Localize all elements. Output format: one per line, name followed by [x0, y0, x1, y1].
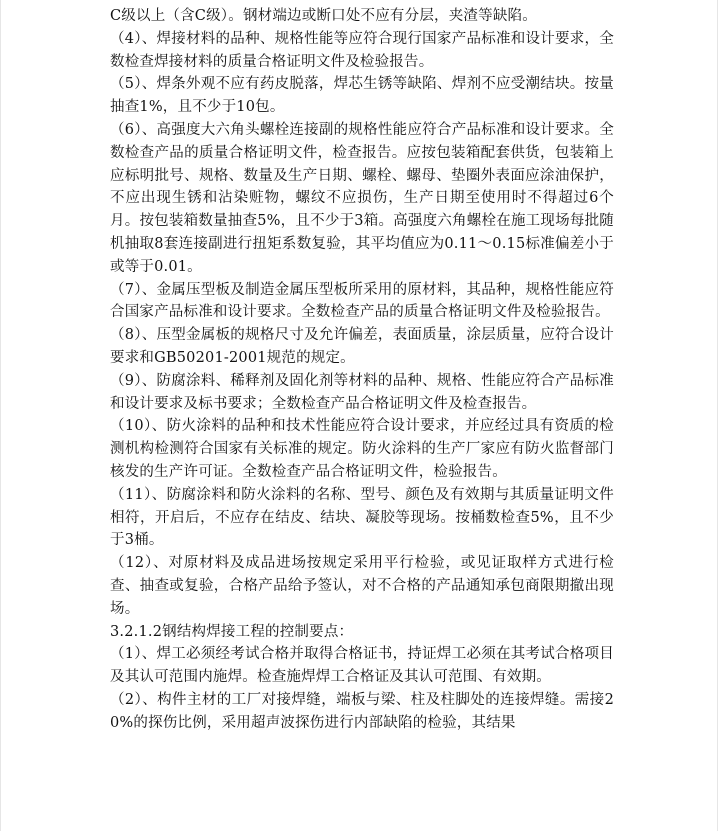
paragraph-item-9: （9）、防腐涂料、稀释剂及固化剂等材料的品种、规格、性能应符合产品标准和设计要求及标书要求；全数检查产品合格证明文件及检查报告。 — [110, 372, 614, 412]
paragraph-item-8: （8）、压型金属板的规格尺寸及允许偏差，表面质量，涂层质量，应符合设计要求和GB50201-2001规范的规定。 — [110, 327, 614, 366]
paragraph-welding-2: （2）、构件主材的工厂对接焊缝，端板与梁、柱及柱脚处的连接焊缝。需接20%的探伤比例，采用超声波探伤进行内部缺陷的检验，其结果 — [110, 691, 614, 731]
paragraph-item-5: （5）、焊条外观不应有药皮脱落，焊芯生锈等缺陷、焊剂不应受潮结块。按量抽查1%，且不少于10包。 — [110, 76, 614, 116]
document-body — [110, 5, 614, 735]
paragraph-welding-1: （1）、焊工必须经考试合格并取得合格证书，持证焊工必须在其考试合格项目及其认可范围内施焊。检查施焊焊工合格证及其认可范围、有效期。 — [110, 646, 614, 686]
paragraph-item-6: （6）、高强度大六角头螺栓连接副的规格性能应符合产品标准和设计要求。全数检查产品的质量合格证明文件，检查报告。应按包装箱配套供货，包装箱上应标明批号、规格、数量及生产日期、螺栓、螺母、垫圈外表面应涂油保护，不应出现生锈和沾染赃物，螺纹不应损伤，生产日期至使用时不得超过6个月。按包装箱数量抽查5%，且不少于3箱。高强度六角螺栓在施工现场每批随机抽取8套连接副进行扭矩系数复验，其平均值应为0.11～0.15标准偏差小于或等于0.01。 — [110, 121, 614, 275]
page-left-border — [0, 0, 1, 831]
paragraph-item-11: （11）、防腐涂料和防火涂料的名称、型号、颜色及有效期与其质量证明文件相符，开启后，不应存在结皮、结块、凝胶等现场。按桶数检查5%，且不少于3桶。 — [110, 486, 614, 549]
paragraph-item-10: （10）、防火涂料的品种和技术性能应符合设计要求，并应经过具有资质的检测机构检测符合国家有关标准的规定。防火涂料的生产厂家应有防火监督部门核发的生产许可证。全数检查产品合格证明文件，检验报告。 — [110, 418, 614, 480]
paragraph-item-12: （12）、对原材料及成品进场按规定采用平行检验，或见证取样方式进行检查、抽查或复验，合格产品给予签认，对不合格的产品通知承包商限期撤出现场。 — [110, 555, 614, 617]
paragraph-steel-grade: C级以上（含C级）。钢材端边或断口处不应有分层，夹渣等缺陷。 — [110, 8, 537, 24]
section-heading-welding: 3.2.1.2钢结构焊接工程的控制要点： — [110, 623, 354, 640]
paragraph-item-7: （7）、金属压型板及制造金属压型板所采用的原材料，其品种，规格性能应符合国家产品标准和设计要求。全数检查产品的质量合格证明文件及检验报告。 — [110, 281, 614, 321]
paragraph-item-4: （4）、焊接材料的品种、规格性能等应符合现行国家产品标准和设计要求，全数检查焊接材料的质量合格证明文件及检验报告。 — [110, 30, 614, 70]
